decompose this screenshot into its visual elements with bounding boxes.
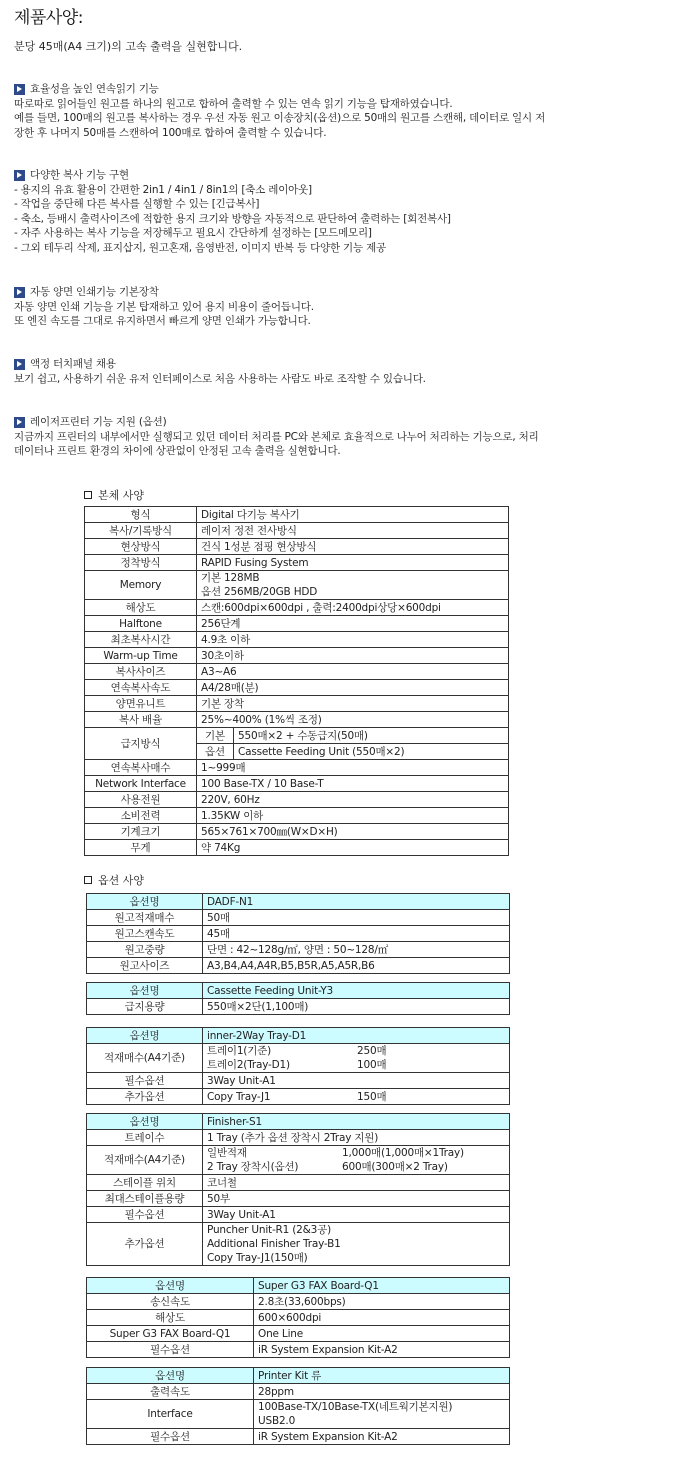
spec-sub-label: 일반적재 <box>207 1147 247 1159</box>
spec-value <box>197 539 509 555</box>
spec-sub-label: 트레이1(기준) <box>207 1045 271 1057</box>
spec-key: 복사사이즈 <box>85 664 197 680</box>
spec-value-line <box>207 1090 505 1104</box>
spec-value <box>254 1400 510 1429</box>
spec-value <box>203 1146 510 1175</box>
spec-value-line: Copy Tray-J1(150매) <box>207 1252 308 1264</box>
spec-key: 옵션명 <box>87 1368 254 1384</box>
spec-value-line: 100Base-TX/10Base-TX(네트웍기본지원) <box>258 1401 453 1413</box>
spec-key: 연속복사속도 <box>85 680 197 696</box>
option-fax-table <box>86 1277 510 1358</box>
feature-section <box>14 415 674 459</box>
spec-value <box>203 1044 510 1073</box>
spec-value <box>197 555 509 571</box>
feed-type: 옵션 <box>197 744 234 760</box>
spec-value <box>197 760 509 776</box>
spec-row <box>87 1429 510 1445</box>
option-finisher-table <box>86 1113 510 1266</box>
feature-section <box>14 357 674 386</box>
spec-sub-value: 600매(300매×2 Tray) <box>342 1161 448 1173</box>
feature-line: 따로따로 읽어들인 원고를 하나의 원고로 합하여 출력할 수 있는 연속 읽기 기능을 탑재하였습니다. <box>14 97 453 110</box>
spec-value <box>203 910 510 926</box>
spec-key: 정착방식 <box>85 555 197 571</box>
option-name-row <box>87 1114 510 1130</box>
spec-sub-value: 250매 <box>357 1045 387 1057</box>
option-tray-table <box>86 1027 510 1105</box>
spec-row <box>85 696 509 712</box>
spec-key: 기계크기 <box>85 824 197 840</box>
option-spec-heading <box>84 872 144 888</box>
spec-key: 연속복사매수 <box>85 760 197 776</box>
spec-row <box>85 792 509 808</box>
feature-line: 또 엔진 속도를 그대로 유지하면서 빠르게 양면 인쇄가 가능합니다. <box>14 315 311 327</box>
intro-text: 분당 45매(A4 크기)의 고속 출력을 실현합니다. <box>14 40 243 53</box>
main-spec-heading <box>84 487 144 503</box>
spec-value-line: A3,B4,A4,A4R,B5,B5R,A5,A5R,B6 <box>207 959 375 972</box>
spec-key: 복사 배율 <box>85 712 197 728</box>
spec-row <box>87 1384 510 1400</box>
spec-row <box>87 910 510 926</box>
arrow-bullet-icon <box>14 84 25 95</box>
spec-value-line: 옵션 256MB/20GB HDD <box>201 586 318 598</box>
spec-row <box>87 1191 510 1207</box>
spec-value-line: 코너철 <box>207 1176 237 1189</box>
spec-value <box>203 999 510 1015</box>
spec-key: 급지방식 <box>85 728 197 760</box>
spec-row <box>87 999 510 1015</box>
feature-line: - 작업을 중단해 다른 복사를 실행할 수 있는 [긴급복사] <box>14 198 260 210</box>
feed-inner-table <box>197 728 508 759</box>
spec-value <box>197 571 509 600</box>
spec-value <box>203 1073 510 1089</box>
spec-value-line: 스캔:600dpi×600dpi , 출력:2400dpi상당×600dpi <box>201 601 441 614</box>
spec-key: 옵션명 <box>87 1114 203 1130</box>
feature-line: 데이터나 프린트 환경의 차이에 상관없이 안정된 고속 출력을 실현합니다. <box>14 445 341 457</box>
feature-heading-label: 효율성을 높인 연속읽기 기능 <box>30 83 159 95</box>
spec-row <box>87 1207 510 1223</box>
spec-row <box>87 958 510 974</box>
spec-key: 필수옵션 <box>87 1342 254 1358</box>
spec-value-line: Digital 다기능 복사기 <box>201 508 300 521</box>
spec-row <box>85 648 509 664</box>
spec-value <box>203 1089 510 1105</box>
spec-value <box>254 1294 510 1310</box>
spec-value <box>197 792 509 808</box>
spec-row <box>87 1044 510 1073</box>
spec-key: 필수옵션 <box>87 1207 203 1223</box>
spec-value <box>197 523 509 539</box>
spec-row <box>85 760 509 776</box>
spec-row <box>85 600 509 616</box>
feature-line: - 축소, 등배시 출력사이즈에 적합한 용지 크기와 방향을 자동적으로 판단하여 출력하는 [회전복사] <box>14 212 451 225</box>
spec-value-line: 565×761×700㎜(W×D×H) <box>201 825 338 838</box>
spec-value <box>203 1114 510 1130</box>
spec-value-line: Super G3 FAX Board-Q1 <box>258 1279 379 1292</box>
spec-value <box>254 1326 510 1342</box>
spec-row <box>85 507 509 523</box>
spec-row <box>87 1342 510 1358</box>
spec-row <box>85 664 509 680</box>
spec-key: 추가옵션 <box>87 1223 203 1266</box>
feature-section <box>14 285 674 329</box>
spec-key: 스테이플 위치 <box>87 1175 203 1191</box>
spec-key: 현상방식 <box>85 539 197 555</box>
spec-value-line: 50부 <box>207 1192 230 1205</box>
spec-key: Warm-up Time <box>85 648 197 664</box>
spec-value <box>203 958 510 974</box>
feature-heading <box>14 415 674 430</box>
feature-heading-label: 자동 양면 인쇄기능 기본장착 <box>30 286 159 298</box>
spec-sub-value: 100매 <box>357 1059 387 1071</box>
spec-value <box>254 1310 510 1326</box>
spec-value-line: 3Way Unit-A1 <box>207 1074 276 1087</box>
spec-row <box>85 616 509 632</box>
spec-value-line: 1~999매 <box>201 761 246 774</box>
spec-row <box>87 1146 510 1175</box>
arrow-bullet-icon <box>14 287 25 298</box>
spec-key: 해상도 <box>87 1310 254 1326</box>
spec-value-line: Finisher-S1 <box>207 1115 262 1128</box>
spec-key: 적재매수(A4기준) <box>87 1146 203 1175</box>
option-name-row <box>87 1368 510 1384</box>
spec-row <box>85 680 509 696</box>
spec-value <box>197 712 509 728</box>
spec-value-line: 약 74Kg <box>201 841 241 854</box>
spec-sub-label: Copy Tray-J1 <box>207 1090 271 1103</box>
square-bullet-icon <box>84 876 92 884</box>
spec-value-line: Puncher Unit-R1 (2&3공) <box>207 1224 331 1236</box>
main-spec-heading-label: 본체 사양 <box>98 489 145 502</box>
spec-row <box>87 1310 510 1326</box>
spec-value <box>203 1223 510 1266</box>
spec-value <box>203 1175 510 1191</box>
spec-value <box>197 648 509 664</box>
spec-key: 옵션명 <box>87 983 203 999</box>
spec-key: 급지용량 <box>87 999 203 1015</box>
spec-key: Super G3 FAX Board-Q1 <box>87 1326 254 1342</box>
feed-type: 기본 <box>197 728 234 744</box>
spec-value-line: iR System Expansion Kit-A2 <box>258 1430 398 1443</box>
spec-key: 필수옵션 <box>87 1429 254 1445</box>
spec-value-line: 256단계 <box>201 617 241 630</box>
feature-heading-label: 다양한 복사 기능 구현 <box>30 169 129 181</box>
main-spec-table <box>84 506 509 856</box>
spec-value-line: inner-2Way Tray-D1 <box>207 1029 307 1042</box>
spec-value-line: iR System Expansion Kit-A2 <box>258 1343 398 1356</box>
spec-value <box>254 1384 510 1400</box>
spec-value-line <box>207 1044 505 1058</box>
spec-value-line: 600×600dpi <box>258 1311 322 1324</box>
spec-value-line: 기본 128MB <box>201 572 260 584</box>
spec-key: 트레이수 <box>87 1130 203 1146</box>
spec-value <box>197 616 509 632</box>
feature-line: 예를 들면, 100매의 원고를 복사하는 경우 우선 자동 원고 이송장치(옵션)으로 50매의 원고를 스캔해, 데이터로 일시 저 <box>14 112 546 124</box>
option-name-row <box>87 1278 510 1294</box>
spec-row <box>85 523 509 539</box>
arrow-bullet-icon <box>14 170 25 181</box>
spec-value <box>203 1191 510 1207</box>
spec-value-line: USB2.0 <box>258 1415 296 1427</box>
feature-heading <box>14 285 674 300</box>
spec-key: 형식 <box>85 507 197 523</box>
square-bullet-icon <box>84 491 92 499</box>
spec-key: 원고스캔속도 <box>87 926 203 942</box>
spec-key: 원고사이즈 <box>87 958 203 974</box>
spec-value-line: 550매×2단(1,100매) <box>207 1000 309 1013</box>
spec-key: 복사/기록방식 <box>85 523 197 539</box>
spec-key: 적재매수(A4기준) <box>87 1044 203 1073</box>
spec-key: 옵션명 <box>87 894 203 910</box>
spec-value <box>197 728 509 760</box>
spec-key: 사용전원 <box>85 792 197 808</box>
spec-sub-label: 2 Tray 장착시(옵션) <box>207 1161 299 1173</box>
spec-sub-value: 150매 <box>357 1090 387 1103</box>
spec-key: 출력속도 <box>87 1384 254 1400</box>
feature-heading <box>14 168 674 183</box>
spec-key: 필수옵션 <box>87 1073 203 1089</box>
feature-heading <box>14 82 674 97</box>
spec-value-line: 45매 <box>207 927 230 940</box>
spec-key: Halftone <box>85 616 197 632</box>
spec-value <box>203 894 510 910</box>
feature-section <box>14 82 674 140</box>
option-name-row <box>87 894 510 910</box>
spec-value <box>203 1130 510 1146</box>
feed-row <box>197 728 508 744</box>
feature-line: 자동 양면 인쇄 기능을 기본 탑재하고 있어 용지 비용이 줄어듭니다. <box>14 300 314 313</box>
spec-row <box>87 1130 510 1146</box>
feature-line: 지금까지 프린터의 내부에서만 실행되고 있던 데이터 처리를 PC와 본체로 효율적으로 나누어 처리하는 기능으로, 처리 <box>14 430 539 443</box>
feature-heading <box>14 357 674 372</box>
spec-row <box>85 571 509 600</box>
spec-value-line: 25%~400% (1%씩 조정) <box>201 713 322 726</box>
spec-row <box>85 712 509 728</box>
spec-value-line: A4/28매(분) <box>201 681 259 694</box>
feed-row <box>197 744 508 760</box>
spec-key: 최초복사시간 <box>85 632 197 648</box>
spec-value <box>254 1368 510 1384</box>
spec-key: 송신속도 <box>87 1294 254 1310</box>
spec-value-line: 28ppm <box>258 1385 294 1398</box>
option-adf-table <box>86 893 510 974</box>
spec-value-line: 1.35KW 이하 <box>201 809 264 822</box>
spec-value <box>197 680 509 696</box>
spec-row <box>85 632 509 648</box>
spec-row <box>85 808 509 824</box>
spec-value <box>203 1207 510 1223</box>
spec-row <box>87 926 510 942</box>
spec-value-line: 220V, 60Hz <box>201 793 260 806</box>
spec-value <box>197 840 509 856</box>
spec-value <box>254 1342 510 1358</box>
spec-value <box>254 1429 510 1445</box>
spec-value-line: 100 Base-TX / 10 Base-T <box>201 777 324 790</box>
option-cassette-table <box>86 982 510 1015</box>
feature-line: - 그외 테두리 삭제, 표지삽지, 원고혼재, 음영반전, 이미지 반복 등 다양한 기능 제공 <box>14 241 386 254</box>
spec-key: 해상도 <box>85 600 197 616</box>
spec-row <box>87 942 510 958</box>
spec-value-line: Additional Finisher Tray-B1 <box>207 1238 341 1250</box>
spec-row <box>87 1223 510 1266</box>
option-name-row <box>87 983 510 999</box>
spec-value-line: 1 Tray (추가 옵션 장착시 2Tray 지원) <box>207 1131 379 1144</box>
arrow-bullet-icon <box>14 359 25 370</box>
spec-row <box>85 539 509 555</box>
spec-value-line <box>207 1146 505 1160</box>
spec-value <box>197 507 509 523</box>
spec-value-line: 4.9초 이하 <box>201 633 251 646</box>
spec-value <box>197 808 509 824</box>
spec-sub-label: 트레이2(Tray-D1) <box>207 1059 290 1071</box>
spec-value-line: Printer Kit 류 <box>258 1369 322 1382</box>
spec-value <box>203 942 510 958</box>
spec-key: Memory <box>85 571 197 600</box>
spec-row <box>87 1089 510 1105</box>
feature-line: 장한 후 나머지 50매를 스캔하여 100매로 합하여 출력할 수 있습니다. <box>14 126 327 139</box>
spec-value <box>197 600 509 616</box>
feature-line: - 용지의 유효 활용이 간편한 2in1 / 4in1 / 8in1의 [축소 레이아웃] <box>14 183 312 196</box>
spec-row <box>87 1175 510 1191</box>
spec-value <box>197 696 509 712</box>
feature-line: - 자주 사용하는 복사 기능을 저장해두고 필요시 간단하게 설정하는 [모드메모리] <box>14 227 372 239</box>
spec-value-line: A3~A6 <box>201 665 237 678</box>
spec-value-line: DADF-N1 <box>207 895 254 908</box>
spec-value-line: RAPID Fusing System <box>201 556 309 569</box>
spec-value-line: 단면 : 42~128g/㎡, 양면 : 50~128/㎡ <box>207 943 389 956</box>
spec-key: 소비전력 <box>85 808 197 824</box>
spec-row <box>85 555 509 571</box>
spec-value <box>197 824 509 840</box>
spec-key: 최대스테이플용량 <box>87 1191 203 1207</box>
spec-value-line: 3Way Unit-A1 <box>207 1208 276 1221</box>
spec-key: 양면유니트 <box>85 696 197 712</box>
feed-detail: 550매×2 + 수동급지(50매) <box>238 729 368 742</box>
spec-key: 무게 <box>85 840 197 856</box>
spec-row <box>85 824 509 840</box>
spec-row <box>87 1073 510 1089</box>
spec-key: Interface <box>87 1400 254 1429</box>
spec-value <box>197 664 509 680</box>
option-printer-table <box>86 1367 510 1445</box>
spec-row <box>87 1326 510 1342</box>
spec-value-line: 레이저 정전 전사방식 <box>201 524 297 537</box>
spec-value-line: 기본 장착 <box>201 697 244 710</box>
spec-value-line: 2.8초(33,600bps) <box>258 1295 346 1308</box>
spec-value <box>254 1278 510 1294</box>
spec-value <box>197 632 509 648</box>
option-spec-heading-label: 옵션 사양 <box>98 874 145 887</box>
feature-heading-label: 레이저프린터 기능 지원 (옵션) <box>30 416 167 428</box>
spec-key: 원고적재매수 <box>87 910 203 926</box>
spec-value <box>203 1028 510 1044</box>
spec-value-line: Cassette Feeding Unit-Y3 <box>207 984 334 997</box>
spec-value-line: 건식 1성분 점핑 현상방식 <box>201 540 317 553</box>
spec-key: Network Interface <box>85 776 197 792</box>
spec-value <box>197 776 509 792</box>
feature-heading-label: 액정 터치패널 채용 <box>30 358 116 370</box>
arrow-bullet-icon <box>14 417 25 428</box>
spec-key: 원고중량 <box>87 942 203 958</box>
spec-sub-value: 1,000매(1,000매×1Tray) <box>342 1147 464 1159</box>
spec-row <box>85 840 509 856</box>
page-title: 제품사양: <box>14 8 83 28</box>
option-name-row <box>87 1028 510 1044</box>
spec-key: 옵션명 <box>87 1278 254 1294</box>
spec-value-line: 30초이하 <box>201 649 244 662</box>
feature-line: 보기 쉽고, 사용하기 쉬운 유저 인터페이스로 처음 사용하는 사람도 바로 조작할 수 있습니다. <box>14 372 426 385</box>
spec-value <box>203 926 510 942</box>
spec-key: 추가옵션 <box>87 1089 203 1105</box>
spec-value-line: One Line <box>258 1327 303 1340</box>
feature-section <box>14 168 674 255</box>
spec-value-line <box>207 1058 505 1072</box>
spec-value <box>203 983 510 999</box>
spec-key: 옵션명 <box>87 1028 203 1044</box>
spec-row <box>85 776 509 792</box>
spec-value-line <box>207 1160 505 1174</box>
spec-row <box>87 1294 510 1310</box>
feed-detail: Cassette Feeding Unit (550매×2) <box>234 744 509 760</box>
spec-row <box>87 1400 510 1429</box>
spec-value-line: 50매 <box>207 911 230 924</box>
spec-row-feed <box>85 728 509 760</box>
